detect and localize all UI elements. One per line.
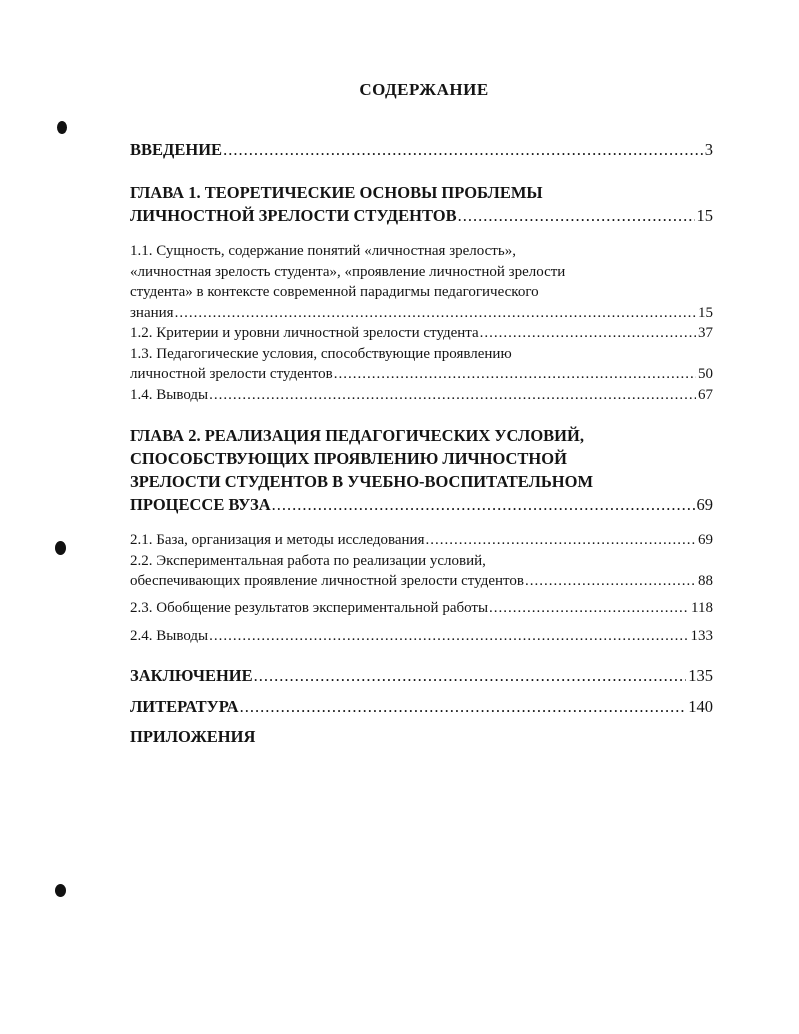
toc-page-number: 67 (698, 386, 713, 403)
toc-entry-line: обеспечивающих проявление личностной зрелости студентов (130, 573, 524, 589)
toc-entry-line: «личностная зрелость студента», «проявление личностной зрелости (130, 263, 566, 280)
chapter-2-sections (130, 530, 713, 647)
toc-entry-chapter-1[interactable] (130, 181, 713, 227)
dot-leader (426, 530, 697, 551)
punch-hole-mark-middle (55, 541, 66, 555)
toc-entry-introduction[interactable] (130, 138, 713, 161)
toc-entry-section-2-2[interactable] (130, 551, 713, 592)
toc-page-number: 88 (698, 573, 713, 589)
dot-leader (240, 695, 687, 718)
toc-page-number: 140 (688, 696, 713, 716)
toc-entry-section-2-4[interactable] (130, 626, 713, 647)
toc-entry-section-1-2[interactable] (130, 323, 713, 344)
toc-entry-label: ВВЕДЕНИЕ (130, 140, 223, 159)
toc-page-number: 15 (698, 304, 713, 321)
dot-leader (458, 204, 695, 227)
dot-leader (209, 626, 688, 647)
toc-entry-section-2-3[interactable] (130, 598, 713, 619)
toc-page-number: 37 (698, 325, 713, 341)
toc-entry-appendices[interactable] (130, 725, 713, 748)
toc-page-number: 69 (696, 495, 713, 514)
toc-entry-line: 2.4. Выводы (130, 628, 209, 644)
dot-leader (489, 598, 689, 619)
toc-entry-section-1-1[interactable] (130, 241, 713, 323)
toc-entry-label: ЛИТЕРАТУРА (130, 696, 239, 716)
toc-entry-label: ПРИЛОЖЕНИЯ (130, 726, 256, 746)
toc-page-number: 133 (690, 628, 713, 644)
toc-page-number: 50 (698, 366, 713, 382)
dot-leader (175, 303, 696, 324)
punch-hole-mark-top (57, 121, 67, 134)
toc-entry-section-1-3[interactable] (130, 344, 713, 385)
dot-leader (209, 385, 696, 406)
toc-entry-line: ГЛАВА 2. РЕАЛИЗАЦИЯ ПЕДАГОГИЧЕСКИХ УСЛОВИЙ, (130, 426, 584, 445)
chapter-1-sections (130, 241, 713, 405)
page-title: СОДЕРЖАНИЕ (359, 80, 489, 99)
toc-entry-line: 1.4. Выводы (130, 386, 209, 403)
dot-leader (254, 664, 687, 687)
punch-hole-mark-bottom (55, 884, 66, 897)
toc-entry-literature[interactable] (130, 695, 713, 718)
toc-entry-line: СПОСОБСТВУЮЩИХ ПРОЯВЛЕНИЮ ЛИЧНОСТНОЙ (130, 449, 567, 468)
toc-entry-line: ПРОЦЕССЕ ВУЗА (130, 495, 271, 514)
toc-entry-line: 1.2. Критерии и уровни личностной зрелости студента (130, 325, 479, 341)
dot-leader (334, 364, 696, 385)
toc-entry-line: 2.2. Экспериментальная работа по реализации условий, (130, 552, 486, 569)
dot-leader (525, 571, 696, 592)
toc-entry-line: личностной зрелости студентов (130, 366, 333, 382)
toc-entry-line: 2.3. Обобщение результатов экспериментальной работы (130, 599, 489, 616)
toc-page-number: 69 (698, 532, 713, 548)
toc-entry-label: ЗАКЛЮЧЕНИЕ (130, 665, 253, 685)
dot-leader (223, 138, 703, 161)
toc-entry-section-2-1[interactable] (130, 530, 713, 551)
dot-leader (272, 493, 695, 516)
toc-entry-line: 2.1. База, организация и методы исследования (130, 532, 425, 548)
toc-page-number: 15 (696, 206, 713, 225)
toc-entry-line: знания (130, 304, 174, 321)
toc-entry-conclusion[interactable] (130, 664, 713, 687)
toc-page-number: 118 (691, 599, 713, 616)
toc-entry-line: ГЛАВА 1. ТЕОРЕТИЧЕСКИЕ ОСНОВЫ ПРОБЛЕМЫ (130, 183, 543, 202)
toc-page-number: 3 (704, 140, 713, 159)
toc-entry-line: ЛИЧНОСТНОЙ ЗРЕЛОСТИ СТУДЕНТОВ (130, 206, 457, 225)
toc-page-number: 135 (688, 665, 713, 685)
toc-entry-chapter-2[interactable] (130, 424, 713, 516)
toc-entry-section-1-4[interactable] (130, 385, 713, 406)
toc-entry-line: 1.1. Сущность, содержание понятий «личностная зрелость», (130, 243, 516, 259)
toc-entry-line: 1.3. Педагогические условия, способствующие проявлению (130, 345, 512, 362)
dot-leader (480, 323, 696, 344)
toc-entry-line: ЗРЕЛОСТИ СТУДЕНТОВ В УЧЕБНО-ВОСПИТАТЕЛЬНОМ (130, 472, 594, 491)
toc-entry-line: студента» в контексте современной парадигмы педагогического (130, 284, 539, 300)
table-of-contents (130, 138, 713, 748)
